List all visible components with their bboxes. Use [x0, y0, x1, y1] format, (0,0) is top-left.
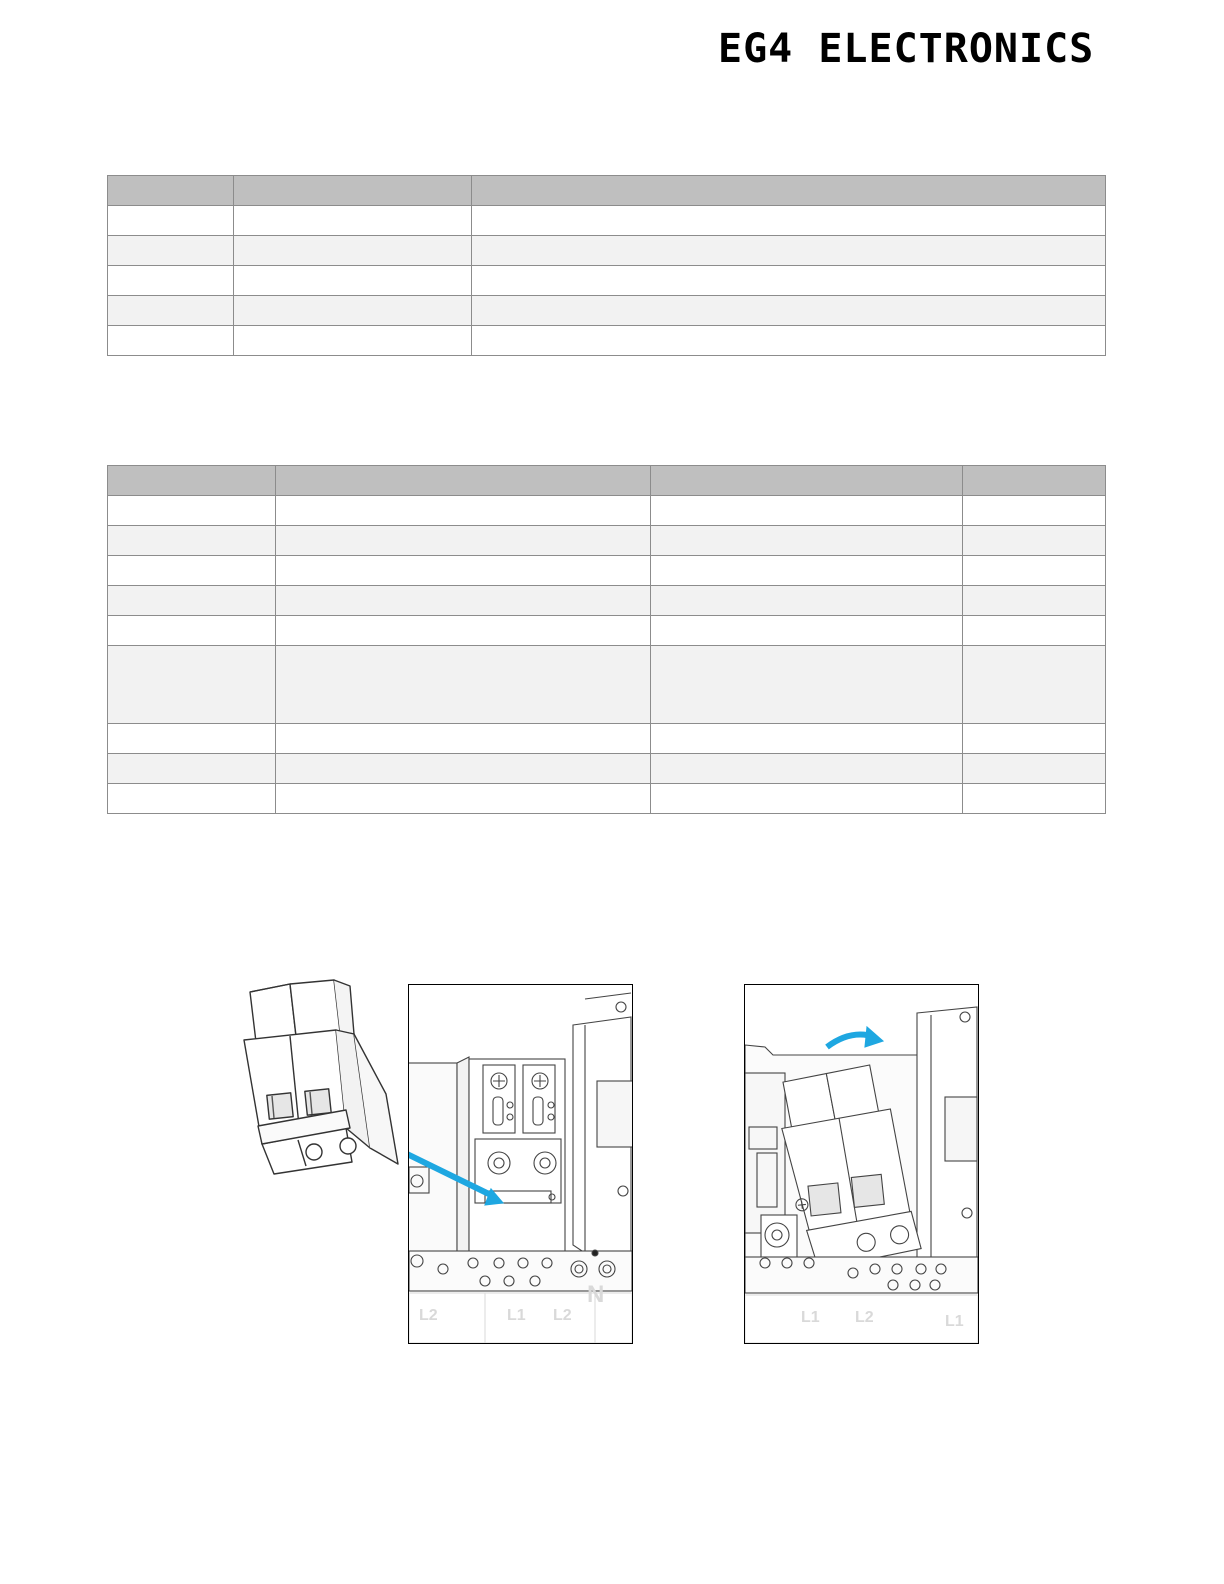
install-figure-left: [408, 984, 633, 1344]
table-row: [108, 526, 1106, 556]
table-row: [108, 266, 1106, 296]
table-row: [108, 236, 1106, 266]
breaker-icon: [238, 978, 410, 1178]
table-row: [108, 326, 1106, 356]
table-row: [108, 496, 1106, 526]
table-row: [108, 296, 1106, 326]
install-figure-right: [744, 984, 979, 1344]
panel-label: N: [587, 1281, 605, 1308]
table-row: [108, 206, 1106, 236]
table-row: [108, 754, 1106, 784]
table-row: [108, 784, 1106, 814]
table-row: [108, 616, 1106, 646]
table-2: [107, 465, 1106, 814]
panel-label: L1: [945, 1313, 964, 1330]
table-header-row: [108, 466, 1106, 496]
table-row: [108, 556, 1106, 586]
table-row: [108, 586, 1106, 616]
table-row: [108, 724, 1106, 754]
table-1: [107, 175, 1106, 356]
panel-label: L1: [801, 1309, 820, 1326]
panel-label: L2: [553, 1307, 572, 1324]
panel-label: L2: [855, 1309, 874, 1326]
brand-logo: [718, 24, 1152, 70]
panel-label: L1: [507, 1307, 526, 1324]
rotate-arrow: [827, 1027, 883, 1047]
brand-name: EG4 ELECTRONICS: [718, 26, 1095, 70]
table-row: [108, 646, 1106, 724]
panel-label: L2: [419, 1307, 438, 1324]
table-header-row: [108, 176, 1106, 206]
